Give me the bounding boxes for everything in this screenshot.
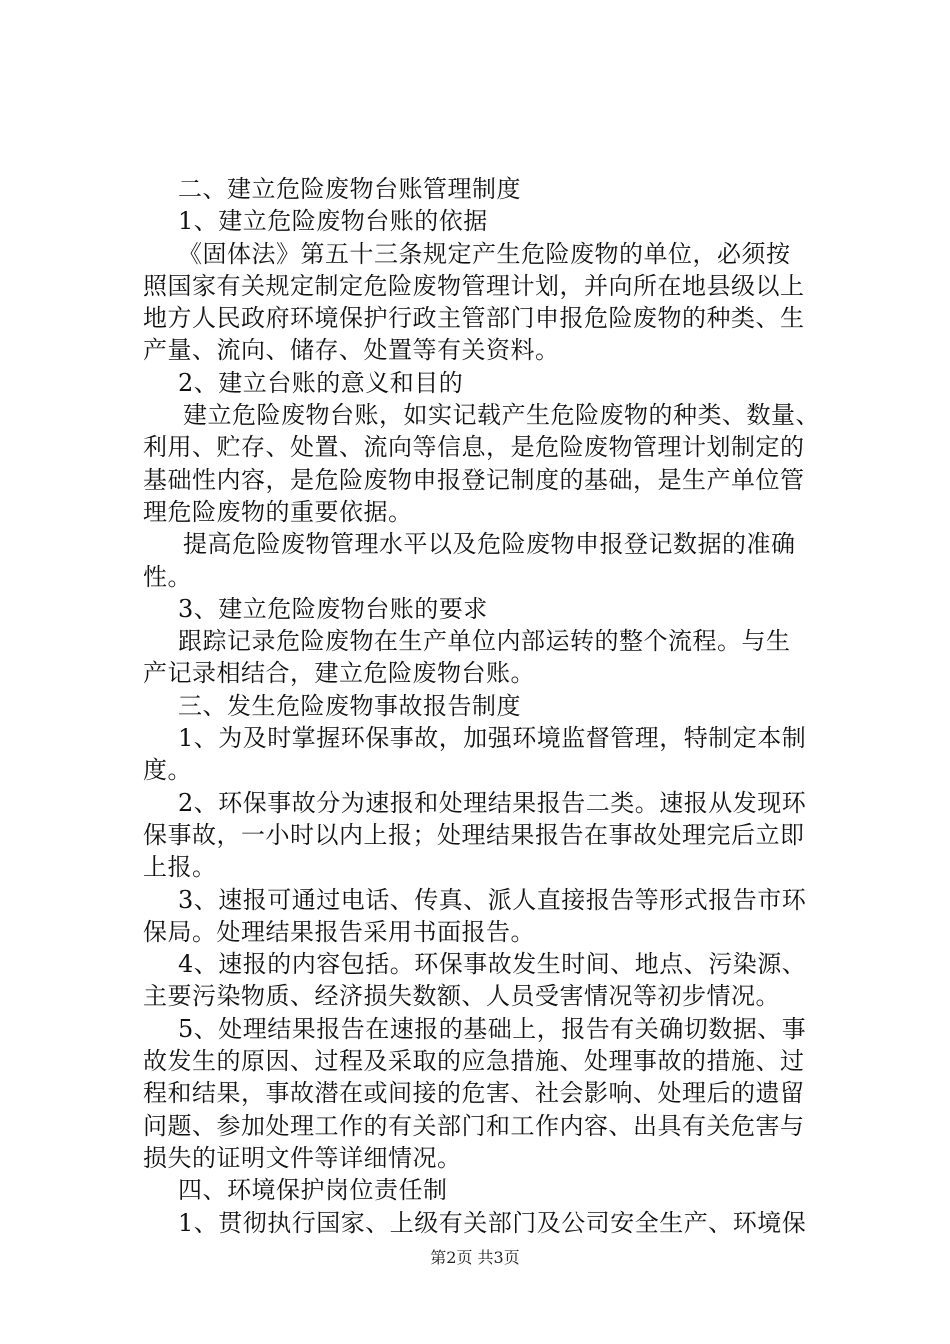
text-line: 利用、贮存、处置、流向等信息，是危险废物管理计划制定的 [143, 433, 805, 462]
text-line: 建立危险废物台账，如实记载产生危险废物的种类、数量、 [183, 401, 820, 430]
text-line: 程和结果，事故潜在或间接的危害、社会影响、处理后的遗留 [143, 1079, 805, 1108]
text-line: 损失的证明文件等详细情况。 [143, 1143, 462, 1172]
text-line: 1、贯彻执行国家、上级有关部门及公司安全生产、环境保 [178, 1208, 807, 1237]
text-line: 提高危险废物管理水平以及危险废物申报登记数据的准确 [183, 530, 796, 559]
text-line: 2、建立台账的意义和目的 [178, 368, 464, 397]
text-line: 1、建立危险废物台账的依据 [178, 207, 488, 236]
text-line: 保事故，一小时以内上报；处理结果报告在事故处理完后立即 [143, 820, 805, 849]
text-line: 主要污染物质、经济损失数额、人员受害情况等初步情况。 [143, 982, 780, 1011]
text-line: 上报。 [143, 853, 217, 882]
text-line: 跟踪记录危险废物在生产单位内部运转的整个流程。与生 [178, 627, 791, 656]
text-line: 3、速报可通过电话、传真、派人直接报告等形式报告市环 [178, 885, 807, 914]
text-line: 三、发生危险废物事故报告制度 [178, 691, 521, 720]
text-line: 故发生的原因、过程及采取的应急措施、处理事故的措施、过 [143, 1047, 805, 1076]
text-line: 产记录相结合，建立危险废物台账。 [143, 659, 535, 688]
text-line: 3、建立危险废物台账的要求 [178, 594, 488, 623]
text-line: 5、处理结果报告在速报的基础上，报告有关确切数据、事 [178, 1014, 807, 1043]
text-line: 问题、参加处理工作的有关部门和工作内容、出具有关危害与 [143, 1111, 805, 1140]
text-line: 1、为及时掌握环保事故，加强环境监督管理，特制定本制 [178, 724, 807, 753]
document-body [143, 173, 833, 1239]
text-line: 2、环保事故分为速报和处理结果报告二类。速报从发现环 [178, 788, 807, 817]
text-line: 保局。处理结果报告采用书面报告。 [143, 917, 535, 946]
text-line: 地方人民政府环境保护行政主管部门申报危险废物的种类、生 [143, 304, 805, 333]
text-line: 基础性内容，是危险废物申报登记制度的基础，是生产单位管 [143, 465, 805, 494]
text-line: 二、建立危险废物台账管理制度 [178, 175, 521, 203]
text-line: 理危险废物的重要依据。 [143, 497, 413, 526]
text-line: 度。 [143, 756, 192, 785]
text-line: 照国家有关规定制定危险废物管理计划，并向所在地县级以上 [143, 271, 805, 300]
text-line: 性。 [143, 562, 192, 591]
text-line: 《固体法》第五十三条规定产生危险废物的单位，必须按 [178, 239, 791, 268]
text-line: 四、环境保护岗位责任制 [178, 1176, 448, 1205]
text-line: 产量、流向、储存、处置等有关资料。 [143, 336, 560, 365]
page-footer: 第2页 共3页 [430, 1248, 520, 1267]
text-line: 4、速报的内容包括。环保事故发生时间、地点、污染源、 [178, 950, 807, 979]
